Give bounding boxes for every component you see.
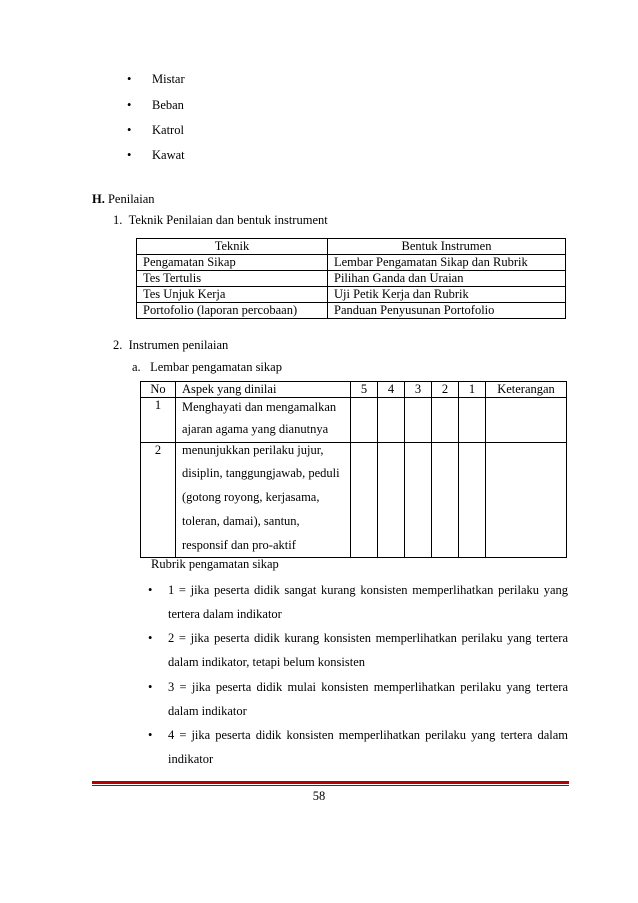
table-row (141, 443, 567, 558)
table-cell (378, 398, 405, 443)
item-1-heading: 1. Teknik Penilaian dan bentuk instrument (113, 213, 328, 227)
table-header: Keterangan (486, 382, 567, 398)
table-header: Bentuk Instrumen (328, 239, 566, 255)
table-row (141, 398, 567, 443)
table-header: 2 (432, 382, 459, 398)
table-cell (378, 443, 405, 558)
rubric-title: Rubrik pengamatan sikap (151, 557, 279, 571)
table-cell: 2 (141, 443, 176, 558)
table-header-row (137, 239, 566, 255)
sub-item-a-heading: a. Lembar pengamatan sikap (132, 360, 282, 374)
table-cell: 1 (141, 398, 176, 443)
rubric-item: • 4 = jika peserta didik konsisten memperlihatkan perilaku yang tertera dalam indikator (148, 728, 568, 766)
table-cell: Portofolio (laporan percobaan) (137, 303, 328, 319)
rubric-item: • 2 = jika peserta didik kurang konsisten memperlihatkan perilaku yang tertera dalam indikator, tetapi belum konsisten (148, 631, 568, 669)
table-cell: Panduan Penyusunan Portofolio (328, 303, 566, 319)
table-cell: Lembar Pengamatan Sikap dan Rubrik (328, 255, 566, 271)
table-cell: Tes Tertulis (137, 271, 328, 287)
item-2-heading: 2. Instrumen penilaian (113, 338, 229, 352)
table-cell (486, 443, 567, 558)
table-cell: Pilihan Ganda dan Uraian (328, 271, 566, 287)
table-cell: menunjukkan perilaku jujur, disiplin, tanggungjawab, peduli (gotong royong, kerjasama, toleran, damai), santun, responsif dan pro-aktif (176, 443, 351, 558)
table-header-row (141, 382, 567, 398)
table-row (137, 271, 566, 287)
table-header: 4 (378, 382, 405, 398)
table-row (137, 255, 566, 271)
page-number: 58 (312, 789, 326, 803)
table-header: No (141, 382, 176, 398)
table-cell (351, 398, 378, 443)
table-cell: Tes Unjuk Kerja (137, 287, 328, 303)
table-cell (405, 443, 432, 558)
table-header: 1 (459, 382, 486, 398)
footer-rule (92, 781, 569, 784)
footer-rule (92, 785, 569, 786)
table-cell (459, 443, 486, 558)
table-cell: Menghayati dan mengamalkan ajaran agama yang dianutnya (176, 398, 351, 443)
table-cell (486, 398, 567, 443)
tool-list-item: • Kawat (127, 148, 185, 162)
rubric-item: • 3 = jika peserta didik mulai konsisten memperlihatkan perilaku yang tertera dalam indikator (148, 680, 568, 718)
table-row (137, 287, 566, 303)
tool-list-item: • Mistar (127, 72, 185, 86)
observation-table (140, 381, 567, 558)
table-header: Teknik (137, 239, 328, 255)
tool-list-item: • Katrol (127, 123, 184, 137)
table-header: Aspek yang dinilai (176, 382, 351, 398)
table-cell (432, 398, 459, 443)
table-cell (351, 443, 378, 558)
table-cell (459, 398, 486, 443)
rubric-item: • 1 = jika peserta didik sangat kurang konsisten memperlihatkan perilaku yang tertera dalam indikator (148, 583, 568, 621)
table-cell (405, 398, 432, 443)
table-header: 3 (405, 382, 432, 398)
table-cell (432, 443, 459, 558)
table-row (137, 303, 566, 319)
table-cell: Uji Petik Kerja dan Rubrik (328, 287, 566, 303)
technique-table (136, 238, 566, 319)
tool-list-item: • Beban (127, 98, 184, 112)
table-cell: Pengamatan Sikap (137, 255, 328, 271)
section-heading: H. Penilaian (92, 192, 155, 206)
table-header: 5 (351, 382, 378, 398)
